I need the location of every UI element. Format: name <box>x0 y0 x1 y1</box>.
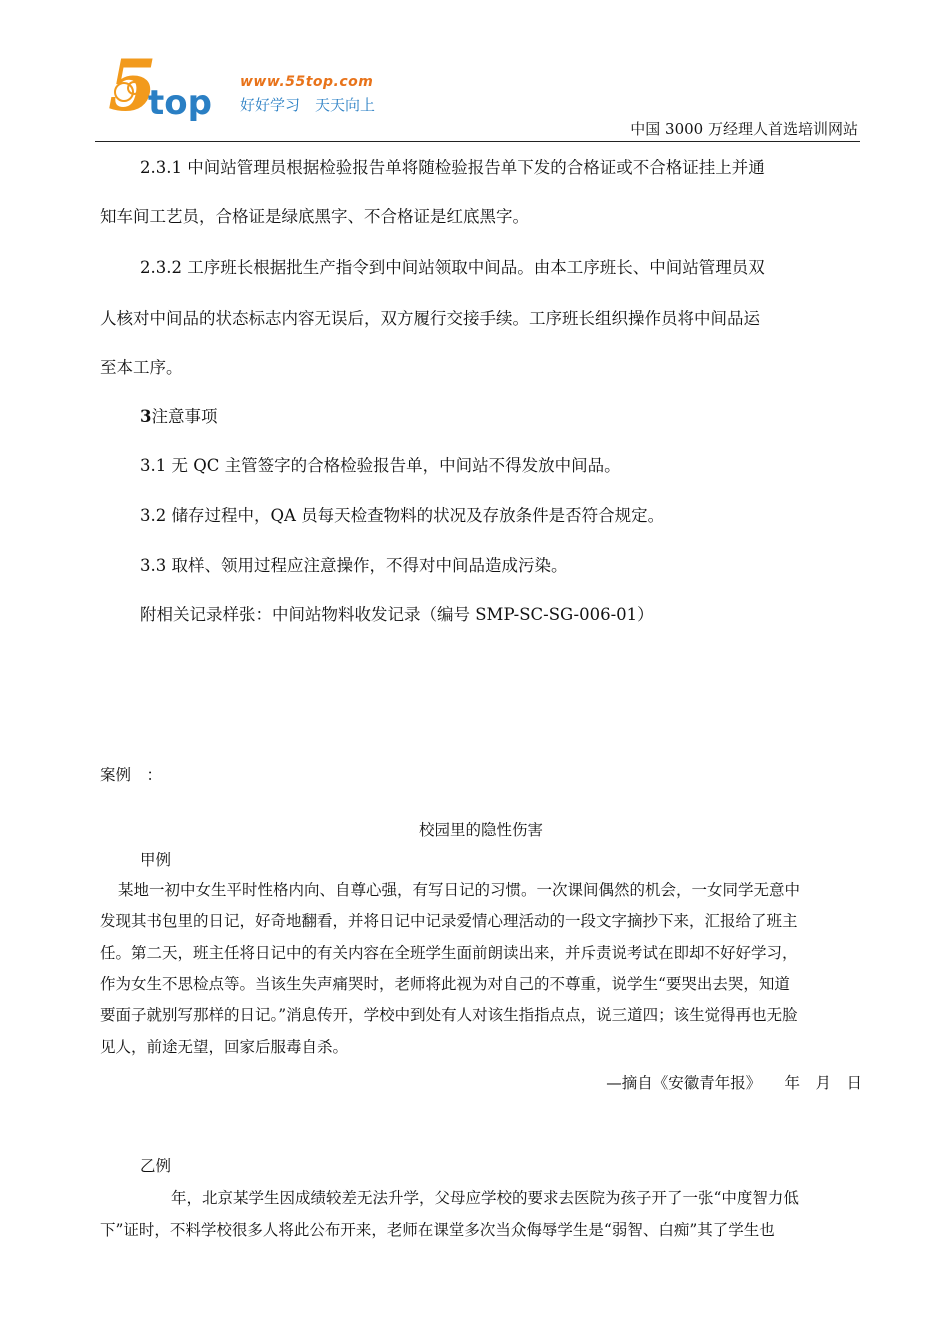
svg-text:5: 5 <box>108 52 157 127</box>
svg-text:top: top <box>148 83 212 123</box>
para-2-3-2-line3: 至本工序。 <box>100 358 183 377</box>
case-a-heading: 甲例 <box>140 851 172 869</box>
para-2-3-2-line2: 人核对中间品的状态标志内容无误后，双方履行交接手续。工序班长组织操作员将中间品运 <box>100 309 760 328</box>
para-3-1: 3.1 无 QC 主管签字的合格检验报告单，中间站不得发放中间品。 <box>140 456 621 475</box>
case-b-heading: 乙例 <box>140 1157 172 1175</box>
section-number: 3 <box>140 407 152 426</box>
case-label: 案例 ： <box>100 766 163 784</box>
case-a-line4: 作为女生不思检点等。当该生失声痛哭时，老师将此视为对自己的不尊重，说学生“要哭出去哭，知道 <box>100 975 790 993</box>
para-3-2: 3.2 储存过程中，QA 员每天检查物料的状况及存放条件是否符合规定。 <box>140 506 665 525</box>
case-b-line2: 下”证时，不料学校很多人将此公布开来，老师在课堂多次当众侮辱学生是“弱智、白痴”其了学生也 <box>100 1221 775 1239</box>
case-a-source: —摘自《安徽青年报》 年 月 日 <box>606 1074 862 1092</box>
logo-url[interactable]: www.55top.com <box>240 74 374 90</box>
case-a-line2: 发现其书包里的日记，好奇地翻看，并将日记中记录爱情心理活动的一段文字摘抄下来，汇报给了班主 <box>100 912 798 930</box>
case-a-line5: 要面子就别写那样的日记。”消息传开，学校中到处有人对该生指指点点，说三道四；该生觉得再也无脸 <box>100 1006 798 1024</box>
case-b-line1: 年，北京某学生因成绩较差无法升学，父母应学校的要求去医院为孩子开了一张“中度智力低 <box>140 1189 799 1207</box>
para-2-3-1-line2: 知车间工艺员，合格证是绿底黑字、不合格证是红底黑字。 <box>100 207 529 226</box>
case-title: 校园里的隐性伤害 <box>418 821 543 839</box>
case-a-line3: 任。第二天，班主任将日记中的有关内容在全班学生面前朗读出来，并斥责说考试在即却不好好学习， <box>100 944 798 962</box>
site-logo[interactable] <box>108 52 408 132</box>
para-2-3-2-line1: 2.3.2 工序班长根据批生产指令到中间站领取中间品。由本工序班长、中间站管理员双 <box>140 258 765 277</box>
case-a-line6: 见人，前途无望，回家后服毒自杀。 <box>100 1038 349 1056</box>
para-2-3-1-line1: 2.3.1 中间站管理员根据检验报告单将随检验报告单下发的合格证或不合格证挂上并通 <box>140 158 765 177</box>
section-3-heading <box>140 408 902 427</box>
site-title: 中国 3000 万经理人首选培训网站 <box>630 120 858 138</box>
logo-graphic <box>108 52 238 132</box>
header-divider <box>95 141 860 142</box>
section-title: 注意事项 <box>151 407 218 426</box>
para-3-3: 3.3 取样、领用过程应注意操作，不得对中间品造成污染。 <box>140 556 568 575</box>
attachment-note: 附相关记录样张：中间站物料收发记录（编号 SMP-SC-SG-006-01） <box>140 605 654 624</box>
case-a-line1: 某地一初中女生平时性格内向、自尊心强，有写日记的习惯。一次课间偶然的机会，一女同学无意中 <box>118 881 801 899</box>
logo-slogan: 好好学习 天天向上 <box>240 96 376 114</box>
